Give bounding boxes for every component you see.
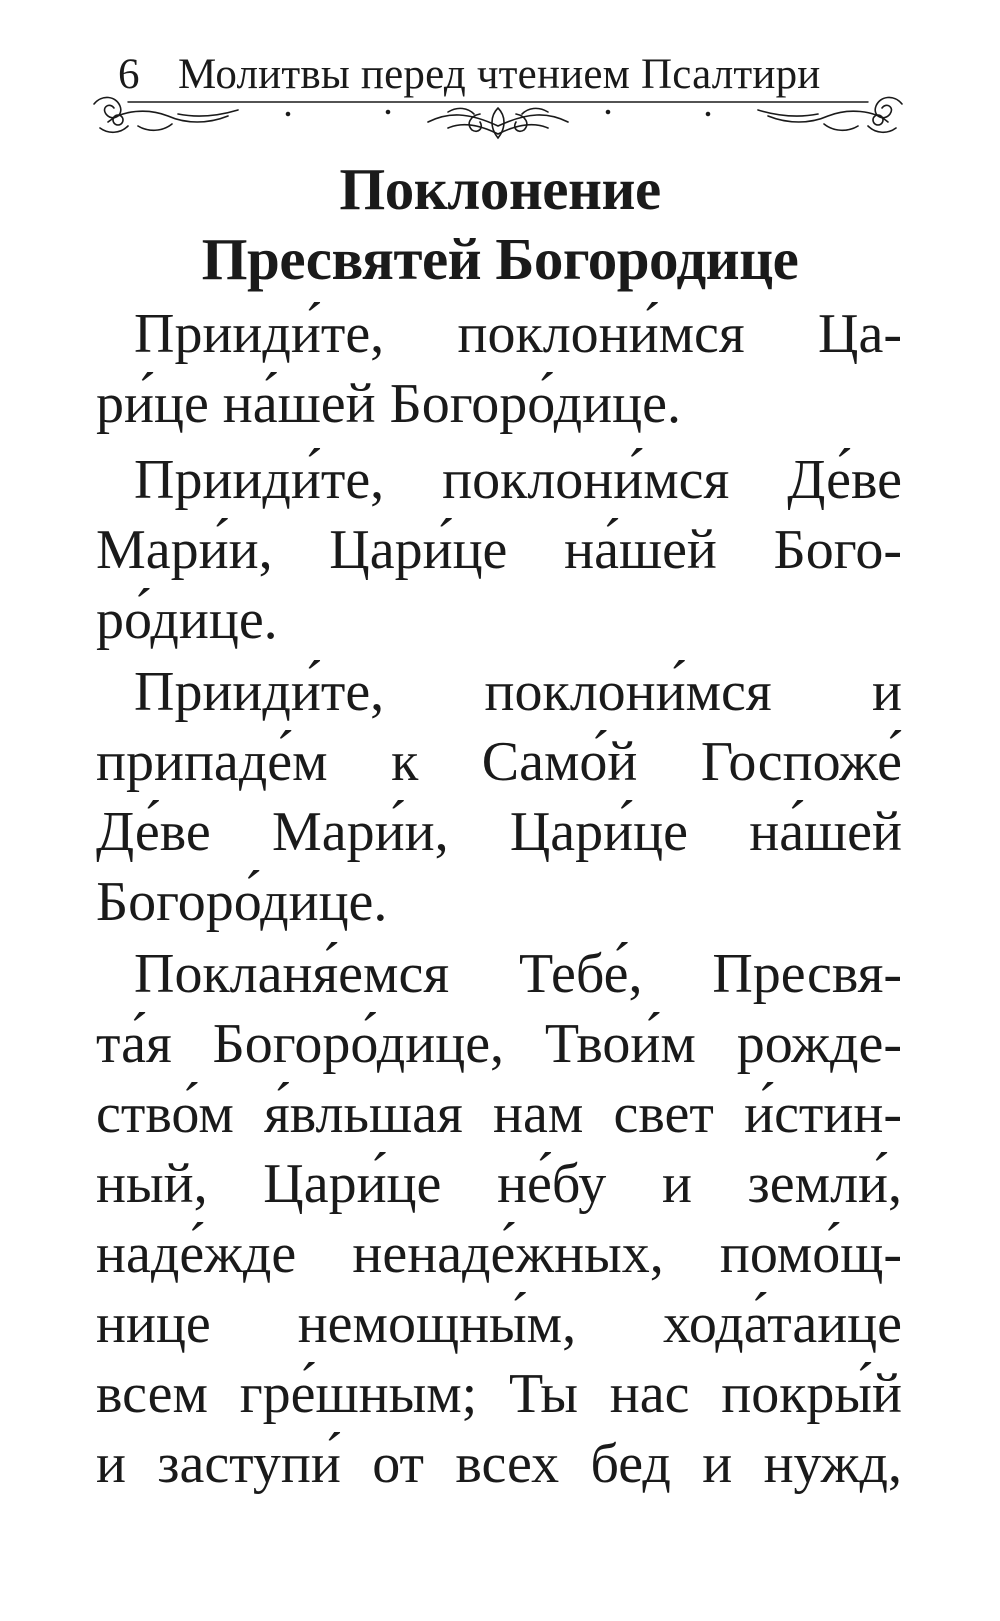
paragraph-4-line-4: ный, Цари́це не́бу и земли́,: [96, 1153, 902, 1215]
paragraph-4-line-2: та́я Богоро́дице, Твои́м рожде-: [96, 1013, 902, 1075]
paragraph-4-line-5: наде́жде ненаде́жных, помо́щ-: [96, 1223, 902, 1285]
paragraph-4-line-3: ство́м я́вльшая нам свет и́стин-: [96, 1083, 902, 1145]
paragraph-3-line-1: Прииди́те, поклони́мся и: [134, 661, 902, 723]
paragraph-1-line-1: Прииди́те, поклони́мся Ца-: [134, 303, 902, 365]
running-title: Молитвы перед чтением Псалтири: [178, 51, 821, 98]
decorative-ornament-divider: [88, 92, 908, 146]
paragraph-2-line-2: Мари́и, Цари́це на́шей Бого-: [96, 519, 902, 581]
page-number: 6: [118, 51, 140, 98]
paragraph-2-line-1: Прииди́те, поклони́мся Де́ве: [134, 449, 902, 511]
paragraph-3-line-2: припаде́м к Само́й Госпоже́: [96, 731, 902, 793]
title-line-1: Поклонение: [339, 156, 661, 222]
paragraph-4-line-8: и заступи́ от всех бед и нужд,: [96, 1433, 902, 1495]
paragraph-4-line-7: всем гре́шным; Ты нас покры́й: [96, 1363, 902, 1425]
paragraph-4-line-1: Покланя́емся Тебе́, Пресвя-: [134, 943, 902, 1005]
paragraph-3-line-3: Де́ве Мари́и, Цари́це на́шей: [96, 801, 902, 863]
title-line-2: Пресвятей Богородице: [201, 226, 799, 292]
paragraph-2-line-3: ро́дице.: [96, 589, 278, 651]
paragraph-3-line-4: Богоро́дице.: [96, 871, 388, 933]
paragraph-4-line-6: нице немощны́м, хода́таице: [96, 1293, 902, 1355]
paragraph-1-line-2: ри́це на́шей Богоро́дице.: [96, 373, 681, 435]
